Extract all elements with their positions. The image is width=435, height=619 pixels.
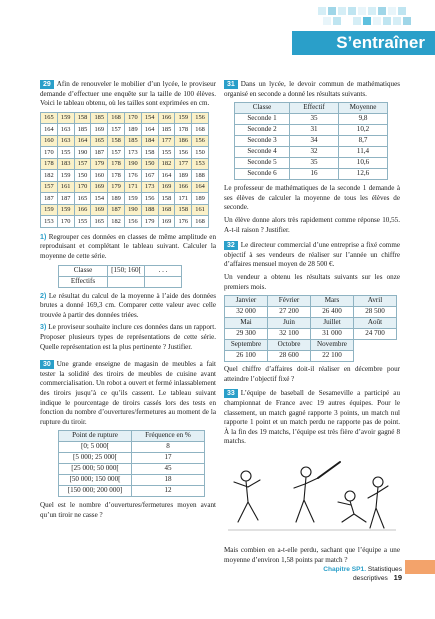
- exercise-30-question: Quel est le nombre d’ouvertures/fermetures moyen avant qu’un tiroir ne casse ?: [40, 501, 216, 519]
- decor-square: [403, 17, 411, 25]
- table-cell: 27 200: [268, 307, 311, 318]
- table-header: Juillet: [311, 318, 354, 329]
- page-number: 19: [393, 573, 402, 582]
- question-number: 1): [40, 232, 47, 241]
- table-cell: Seconde 2: [235, 125, 290, 136]
- table-cell: 178: [108, 158, 125, 170]
- table-cell: 170: [74, 181, 91, 193]
- table-cell: 182: [158, 158, 175, 170]
- table-header: Janvier: [225, 296, 268, 307]
- table-cell: 157: [41, 181, 58, 193]
- decor-square: [393, 17, 401, 25]
- table-cell: 190: [124, 204, 141, 216]
- question-text: Regrouper ces données en classes de même amplitude en reproduisant et complétant le tableau suivant. Calculer la moyenne de cette série.: [40, 232, 217, 260]
- table-row: [235, 125, 388, 136]
- table-cell: Seconde 1: [235, 114, 290, 125]
- table-cell: 168: [192, 216, 209, 228]
- table-cell: 165: [41, 112, 58, 124]
- decor-square: [363, 17, 371, 25]
- table-row: [41, 112, 209, 124]
- exercise-32-intro-2: Un vendeur a obtenu les résultats suivants sur les onze premiers mois.: [224, 272, 400, 291]
- table-cell: 155: [158, 147, 175, 159]
- table-cell: 157: [74, 158, 91, 170]
- table-cell: Seconde 6: [235, 169, 290, 180]
- table-cell: 150: [74, 170, 91, 182]
- question-1: [40, 233, 216, 262]
- table-cell: 187: [91, 147, 108, 159]
- table-cell: 188: [192, 170, 209, 182]
- decor-square: [333, 17, 341, 25]
- table-cell: 150: [141, 158, 158, 170]
- table-cell: 45: [132, 464, 205, 475]
- table-cell: 28 500: [354, 307, 397, 318]
- table-row: [225, 296, 397, 307]
- decor-square: [378, 7, 386, 15]
- exercise-31-intro: [224, 80, 400, 99]
- table-cell: 9,8: [339, 114, 388, 125]
- decor-square: [398, 7, 406, 15]
- decor-square: [328, 7, 336, 15]
- table-cell: 150: [192, 147, 209, 159]
- table-row: [41, 216, 209, 228]
- table-row: [41, 204, 209, 216]
- question-text: Le proviseur souhaite inclure ces données dans un rapport. Proposer plusieurs types de représentations de cette série. Quelle représentation est la plus pertinente ? Justifier.: [40, 323, 216, 351]
- table-cell: 159: [41, 204, 58, 216]
- exercise-32-question: Quel chiffre d’affaires doit-il réaliser en décembre pour atteindre l’objectif fixé ?: [224, 365, 400, 383]
- table-cell: 178: [41, 158, 58, 170]
- table-cell: 35: [290, 158, 339, 169]
- table-cell: 160: [41, 135, 58, 147]
- table-cell: [25 000; 50 000[: [59, 464, 132, 475]
- table-cell: 155: [74, 216, 91, 228]
- table-row: [59, 464, 205, 475]
- table-row: [41, 147, 209, 159]
- question-number: 3): [40, 323, 47, 332]
- table-cell: 179: [141, 216, 158, 228]
- table-cell: 189: [192, 193, 209, 205]
- decor-square: [318, 7, 326, 15]
- table-cell: 156: [141, 193, 158, 205]
- table-cell: 26 400: [311, 307, 354, 318]
- table-cell: 166: [74, 204, 91, 216]
- table-cell: 24 700: [354, 329, 397, 340]
- table-cell: 168: [108, 112, 125, 124]
- table-cell: 163: [57, 124, 74, 136]
- table-cell: 166: [158, 112, 175, 124]
- table-cell: 159: [57, 204, 74, 216]
- exercise-33-intro: [224, 389, 400, 447]
- footer-title: Statistiques descriptives: [352, 566, 402, 582]
- exercise-text: Dans un lycée, le devoir commun de mathématiques organisé en seconde a donné les résultats suivants.: [224, 80, 400, 98]
- table-cell: 156: [192, 112, 209, 124]
- table-cell: 179: [108, 181, 125, 193]
- decor-square: [338, 7, 346, 15]
- table-cell: [150; 160[: [108, 265, 145, 276]
- exercise-number: 30: [40, 360, 54, 369]
- table-cell: 165: [74, 193, 91, 205]
- table-header: Moyenne: [339, 103, 388, 114]
- pitcher-figure: [234, 471, 260, 522]
- right-column: [224, 80, 400, 569]
- table-cell: 186: [175, 135, 192, 147]
- table-cell: 26 100: [225, 351, 268, 362]
- table-cell: 165: [91, 216, 108, 228]
- exercise-text: Le directeur commercial d’une entreprise a fixé comme objectif à ses vendeurs de réaliser sur l’année un chiffre d’affaires mensuel moyen de 28 500 €.: [224, 241, 400, 269]
- table-cell: 177: [158, 135, 175, 147]
- table-cell: 169: [158, 216, 175, 228]
- table-cell: 184: [141, 135, 158, 147]
- table-row: [59, 486, 205, 497]
- exercise-31-text-1: Le professeur de mathématiques de la seconde 1 demande à ses élèves de calculer la moyenne de tous les élèves de seconde.: [224, 184, 400, 212]
- table-cell: 159: [175, 112, 192, 124]
- exercise-number: 29: [40, 80, 54, 89]
- table-row: [225, 307, 397, 318]
- table-cell: 18: [132, 475, 205, 486]
- table-cell: 189: [108, 193, 125, 205]
- table-cell: 168: [192, 124, 209, 136]
- table-cell: 178: [108, 170, 125, 182]
- exercise-number: 33: [224, 389, 238, 398]
- table-cell: . . .: [145, 265, 182, 276]
- sales-table: [224, 295, 397, 362]
- table-cell: 12,6: [339, 169, 388, 180]
- table-cell: 183: [57, 158, 74, 170]
- table-cell: 170: [57, 216, 74, 228]
- table-cell: [5 000; 25 000[: [59, 453, 132, 464]
- table-cell: 12: [132, 486, 205, 497]
- table-header: Juin: [268, 318, 311, 329]
- table-header: Fréquence en %: [132, 431, 205, 442]
- table-cell: 34: [290, 136, 339, 147]
- table-row: [59, 475, 205, 486]
- exercise-text: L’équipe de baseball de Sesameville a participé au championnat de France avec 19 autres équipes. Pour le classement, un match gagné rapporte 3 points, un match nul rapporte 1 point et un match perdu ne rapporte pas de point. À la fin des 19 matchs, l’équipe est très fière d’avoir gagné 8 matchs.: [224, 389, 400, 446]
- exercise-33-question: Mais combien en a-t-elle perdu, sachant que l’équipe a une moyenne d’environ 1,58 points par match ?: [224, 546, 400, 565]
- table-row: [225, 351, 397, 362]
- class-table: [58, 265, 182, 288]
- decor-square: [388, 7, 396, 15]
- table-cell: 156: [175, 147, 192, 159]
- table-row: [41, 170, 209, 182]
- section-title: S’entraîner: [292, 31, 435, 55]
- decor-square: [358, 7, 366, 15]
- table-cell: 171: [175, 193, 192, 205]
- table-cell: 154: [91, 193, 108, 205]
- table-cell: 176: [124, 170, 141, 182]
- table-row: [235, 169, 388, 180]
- table-cell: 170: [41, 147, 58, 159]
- table-cell: [150 000; 200 000]: [59, 486, 132, 497]
- page-footer: [292, 566, 402, 582]
- decor-square: [323, 17, 331, 25]
- table-cell: 185: [158, 124, 175, 136]
- table-cell: 187: [41, 193, 58, 205]
- table-cell: 16: [290, 169, 339, 180]
- table-cell: Effectifs: [59, 276, 108, 287]
- table-cell: 31: [290, 125, 339, 136]
- table-cell: 153: [192, 158, 209, 170]
- rupture-table: [58, 430, 205, 497]
- table-header: Novembre: [311, 340, 354, 351]
- table-cell: 182: [41, 170, 58, 182]
- table-row: [41, 135, 209, 147]
- table-header: Avril: [354, 296, 397, 307]
- table-cell: Seconde 4: [235, 147, 290, 158]
- seconde-table: [234, 102, 388, 180]
- table-cell: 29 300: [225, 329, 268, 340]
- table-cell: 165: [91, 135, 108, 147]
- table-cell: 189: [124, 124, 141, 136]
- table-cell: 187: [57, 193, 74, 205]
- decor-square: [368, 7, 376, 15]
- table-cell: 176: [175, 216, 192, 228]
- decor-square: [353, 17, 361, 25]
- table-cell: [0; 5 000[: [59, 442, 132, 453]
- table-cell: 164: [192, 181, 209, 193]
- header-decoration: [0, 0, 435, 60]
- batter-figure: [294, 462, 340, 522]
- table-cell: 158: [108, 135, 125, 147]
- table-cell: 182: [108, 216, 125, 228]
- left-column: [40, 80, 216, 523]
- table-cell: 10,6: [339, 158, 388, 169]
- table-cell: 10,2: [339, 125, 388, 136]
- table-cell: 155: [57, 147, 74, 159]
- table-cell: 173: [141, 181, 158, 193]
- table-cell: 157: [108, 124, 125, 136]
- table-cell: 163: [57, 135, 74, 147]
- table-header: Classe: [235, 103, 290, 114]
- table-cell: 190: [124, 158, 141, 170]
- table-row: [235, 136, 388, 147]
- exercise-number: 32: [224, 241, 238, 250]
- question-3: [40, 323, 216, 352]
- table-header: Août: [354, 318, 397, 329]
- table-header: Septembre: [225, 340, 268, 351]
- table-cell: 166: [175, 181, 192, 193]
- table-cell: 188: [141, 204, 158, 216]
- table-header: Mars: [311, 296, 354, 307]
- table-cell: 177: [175, 158, 192, 170]
- table-cell: 185: [124, 135, 141, 147]
- table-cell: 185: [91, 112, 108, 124]
- table-cell: Seconde 5: [235, 158, 290, 169]
- table-row: [41, 181, 209, 193]
- umpire-figure: [368, 477, 388, 528]
- question-number: 2): [40, 291, 47, 300]
- decor-square: [373, 17, 381, 25]
- table-cell: 159: [124, 193, 141, 205]
- table-cell: 35: [290, 114, 339, 125]
- table-cell: 164: [74, 135, 91, 147]
- table-cell: [108, 276, 145, 287]
- table-cell: [50 000; 150 000[: [59, 475, 132, 486]
- table-cell: 17: [132, 453, 205, 464]
- table-cell: 164: [141, 124, 158, 136]
- table-header: Octobre: [268, 340, 311, 351]
- table-row: [41, 124, 209, 136]
- table-cell: 156: [124, 216, 141, 228]
- table-cell: 28 600: [268, 351, 311, 362]
- decor-square: [383, 17, 391, 25]
- table-cell: 8,7: [339, 136, 388, 147]
- table-cell: 8: [132, 442, 205, 453]
- table-cell: 22 100: [311, 351, 354, 362]
- table-cell: 185: [74, 124, 91, 136]
- table-row: [225, 318, 397, 329]
- table-header: Mai: [225, 318, 268, 329]
- table-cell: 11,4: [339, 147, 388, 158]
- exercise-31-text-2: Un élève donne alors très rapidement comme réponse 10,55. A-t-il raison ? Justifier.: [224, 215, 400, 234]
- footer-chapter: Chapitre SP1.: [323, 566, 367, 573]
- decor-square: [348, 7, 356, 15]
- table-cell: Classe: [59, 265, 108, 276]
- table-row: [235, 158, 388, 169]
- catcher-figure: [338, 491, 366, 522]
- baseball-illustration: [224, 452, 400, 540]
- table-cell: Seconde 3: [235, 136, 290, 147]
- table-row: [41, 158, 209, 170]
- table-cell: 153: [41, 216, 58, 228]
- question-text: Le résultat du calcul de la moyenne à l’aide des données brutes a donné 169,3 cm. Comparer cette valeur avec celle trouvée à partir des données triées.: [40, 291, 216, 319]
- table-row: [41, 193, 209, 205]
- question-2: [40, 292, 216, 321]
- table-cell: 190: [74, 147, 91, 159]
- table-row: [225, 340, 397, 351]
- table-cell: [145, 276, 182, 287]
- table-row: [235, 147, 388, 158]
- table-cell: 179: [91, 158, 108, 170]
- table-cell: 167: [141, 170, 158, 182]
- table-cell: 156: [192, 135, 209, 147]
- exercise-number: 31: [224, 80, 238, 89]
- exercise-text: Afin de renouveler le mobilier d’un lycée, le proviseur demande d’effectuer une enquête sur la taille de 100 élèves. Voici le tableau obtenu, où les tailles sont exprimées en cm.: [40, 80, 216, 108]
- table-cell: 168: [158, 204, 175, 216]
- exercise-32-intro: [224, 241, 400, 270]
- table-cell: 169: [91, 204, 108, 216]
- exercise-29-intro: [40, 80, 216, 109]
- table-cell: 169: [91, 181, 108, 193]
- table-row: [59, 453, 205, 464]
- table-cell: 169: [158, 181, 175, 193]
- table-row: [59, 442, 205, 453]
- table-cell: 187: [108, 204, 125, 216]
- table-header: Point de rupture: [59, 431, 132, 442]
- table-cell: 169: [91, 124, 108, 136]
- table-cell: 32 000: [225, 307, 268, 318]
- table-cell: 161: [57, 181, 74, 193]
- table-cell: 164: [158, 170, 175, 182]
- table-cell: 154: [141, 112, 158, 124]
- exercise-text: Une grande enseigne de magasin de meubles a fait tester la solidité des tiroirs de meubles de cuisine avant commercialisation. Un robot a ouvert et fermé inlassablement des tiroirs jusqu’à ce qu’ils cassent. Le tableau suivant indique le pourcentage de tiroirs cassés lors des tests en fonction du nombre d’ouvertures/fermetures au moment de la rupture du tiroir.: [40, 360, 216, 426]
- table-cell: 171: [124, 181, 141, 193]
- table-cell: 161: [192, 204, 209, 216]
- table-cell: 158: [141, 147, 158, 159]
- table-header: Février: [268, 296, 311, 307]
- table-cell: 160: [91, 170, 108, 182]
- table-cell: 32: [290, 147, 339, 158]
- table-cell: 170: [124, 112, 141, 124]
- table-cell: 158: [158, 193, 175, 205]
- table-cell: 157: [108, 147, 125, 159]
- table-header: Effectif: [290, 103, 339, 114]
- table-cell: 173: [124, 147, 141, 159]
- table-cell: 158: [74, 112, 91, 124]
- table-cell: 189: [175, 170, 192, 182]
- table-cell: 31 000: [311, 329, 354, 340]
- sizes-table: [40, 112, 209, 228]
- table-cell: 158: [175, 204, 192, 216]
- table-row: [225, 329, 397, 340]
- table-cell: 164: [41, 124, 58, 136]
- table-cell: 32 100: [268, 329, 311, 340]
- exercise-30-intro: [40, 360, 216, 427]
- table-cell: 159: [57, 112, 74, 124]
- table-cell: 178: [175, 124, 192, 136]
- table-row: [235, 114, 388, 125]
- footer-tab: [405, 560, 435, 574]
- table-cell: 159: [57, 170, 74, 182]
